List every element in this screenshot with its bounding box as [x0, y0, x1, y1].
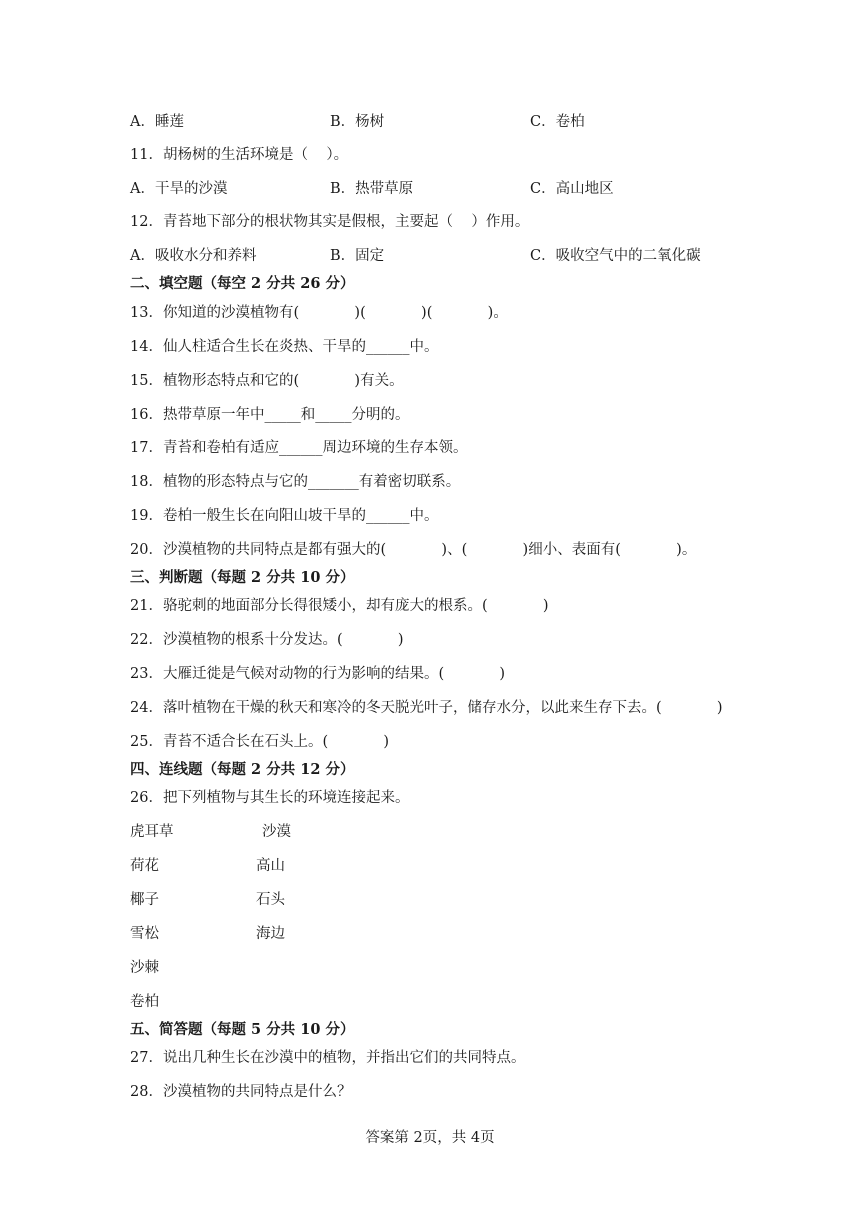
plant-item: 卷柏: [130, 994, 159, 1010]
q11-stem: 11．胡杨树的生活环境是（ ）。: [130, 147, 349, 163]
q12-option-a: A．吸收水分和养料: [130, 248, 257, 264]
question-17: 17．青苔和卷柏有适应______周边环境的生存本领。: [130, 440, 468, 456]
section5-heading: 五、简答题（每题 5 分共 10 分）: [130, 1021, 355, 1038]
q10-option-c: C．卷柏: [530, 114, 585, 130]
question-27: 27．说出几种生长在沙漠中的植物，并指出它们的共同特点。: [130, 1050, 526, 1066]
q11-option-c: C．高山地区: [530, 181, 614, 197]
plant-item: 雪松: [130, 926, 159, 942]
q11-option-a: A．干旱的沙漠: [130, 181, 228, 197]
environment-item: 海边: [256, 926, 285, 942]
question-20: 20．沙漠植物的共同特点是都有强大的( )、( )细小、表面有( )。: [130, 542, 697, 558]
question-18: 18．植物的形态特点与它的_______有着密切联系。: [130, 474, 461, 490]
section2-heading: 二、填空题（每空 2 分共 26 分）: [130, 275, 355, 292]
question-22: 22．沙漠植物的根系十分发达。( ): [130, 632, 404, 648]
question-23: 23．大雁迁徙是气候对动物的行为影响的结果。( ): [130, 666, 506, 682]
plant-item: 椰子: [130, 892, 159, 908]
environment-item: 沙漠: [262, 824, 291, 840]
question-19: 19．卷柏一般生长在向阳山坡干旱的______中。: [130, 508, 439, 524]
q10-option-b: B．杨树: [330, 114, 385, 130]
page-footer: 答案第 2页，共 4页: [365, 1130, 495, 1146]
question-16: 16．热带草原一年中_____和_____分明的。: [130, 407, 410, 423]
q12-option-b: B．固定: [330, 248, 385, 264]
q10-option-a: A．睡莲: [130, 114, 184, 130]
environment-item: 石头: [256, 892, 285, 908]
question-24: 24．落叶植物在干燥的秋天和寒冷的冬天脱光叶子，储存水分，以此来生存下去。( ): [130, 700, 723, 716]
question-26: 26．把下列植物与其生长的环境连接起来。: [130, 790, 410, 806]
q12-option-c: C．吸收空气中的二氧化碳: [530, 248, 701, 264]
section3-heading: 三、判断题（每题 2 分共 10 分）: [130, 569, 355, 586]
q11-option-b: B．热带草原: [330, 181, 414, 197]
section4-heading: 四、连线题（每题 2 分共 12 分）: [130, 761, 355, 778]
question-21: 21．骆驼刺的地面部分长得很矮小，却有庞大的根系。( ): [130, 598, 549, 614]
plant-item: 荷花: [130, 858, 159, 874]
question-15: 15．植物形态特点和它的( )有关。: [130, 373, 404, 389]
environment-item: 高山: [256, 858, 285, 874]
question-25: 25．青苔不适合长在石头上。( ): [130, 734, 390, 750]
q12-stem: 12．青苔地下部分的根状物其实是假根，主要起（ ）作用。: [130, 214, 530, 230]
question-13: 13．你知道的沙漠植物有( )( )( )。: [130, 305, 508, 321]
plant-item: 虎耳草: [130, 824, 174, 840]
question-28: 28．沙漠植物的共同特点是什么？: [130, 1084, 352, 1100]
plant-item: 沙棘: [130, 960, 159, 976]
question-14: 14．仙人柱适合生长在炎热、干旱的______中。: [130, 339, 439, 355]
